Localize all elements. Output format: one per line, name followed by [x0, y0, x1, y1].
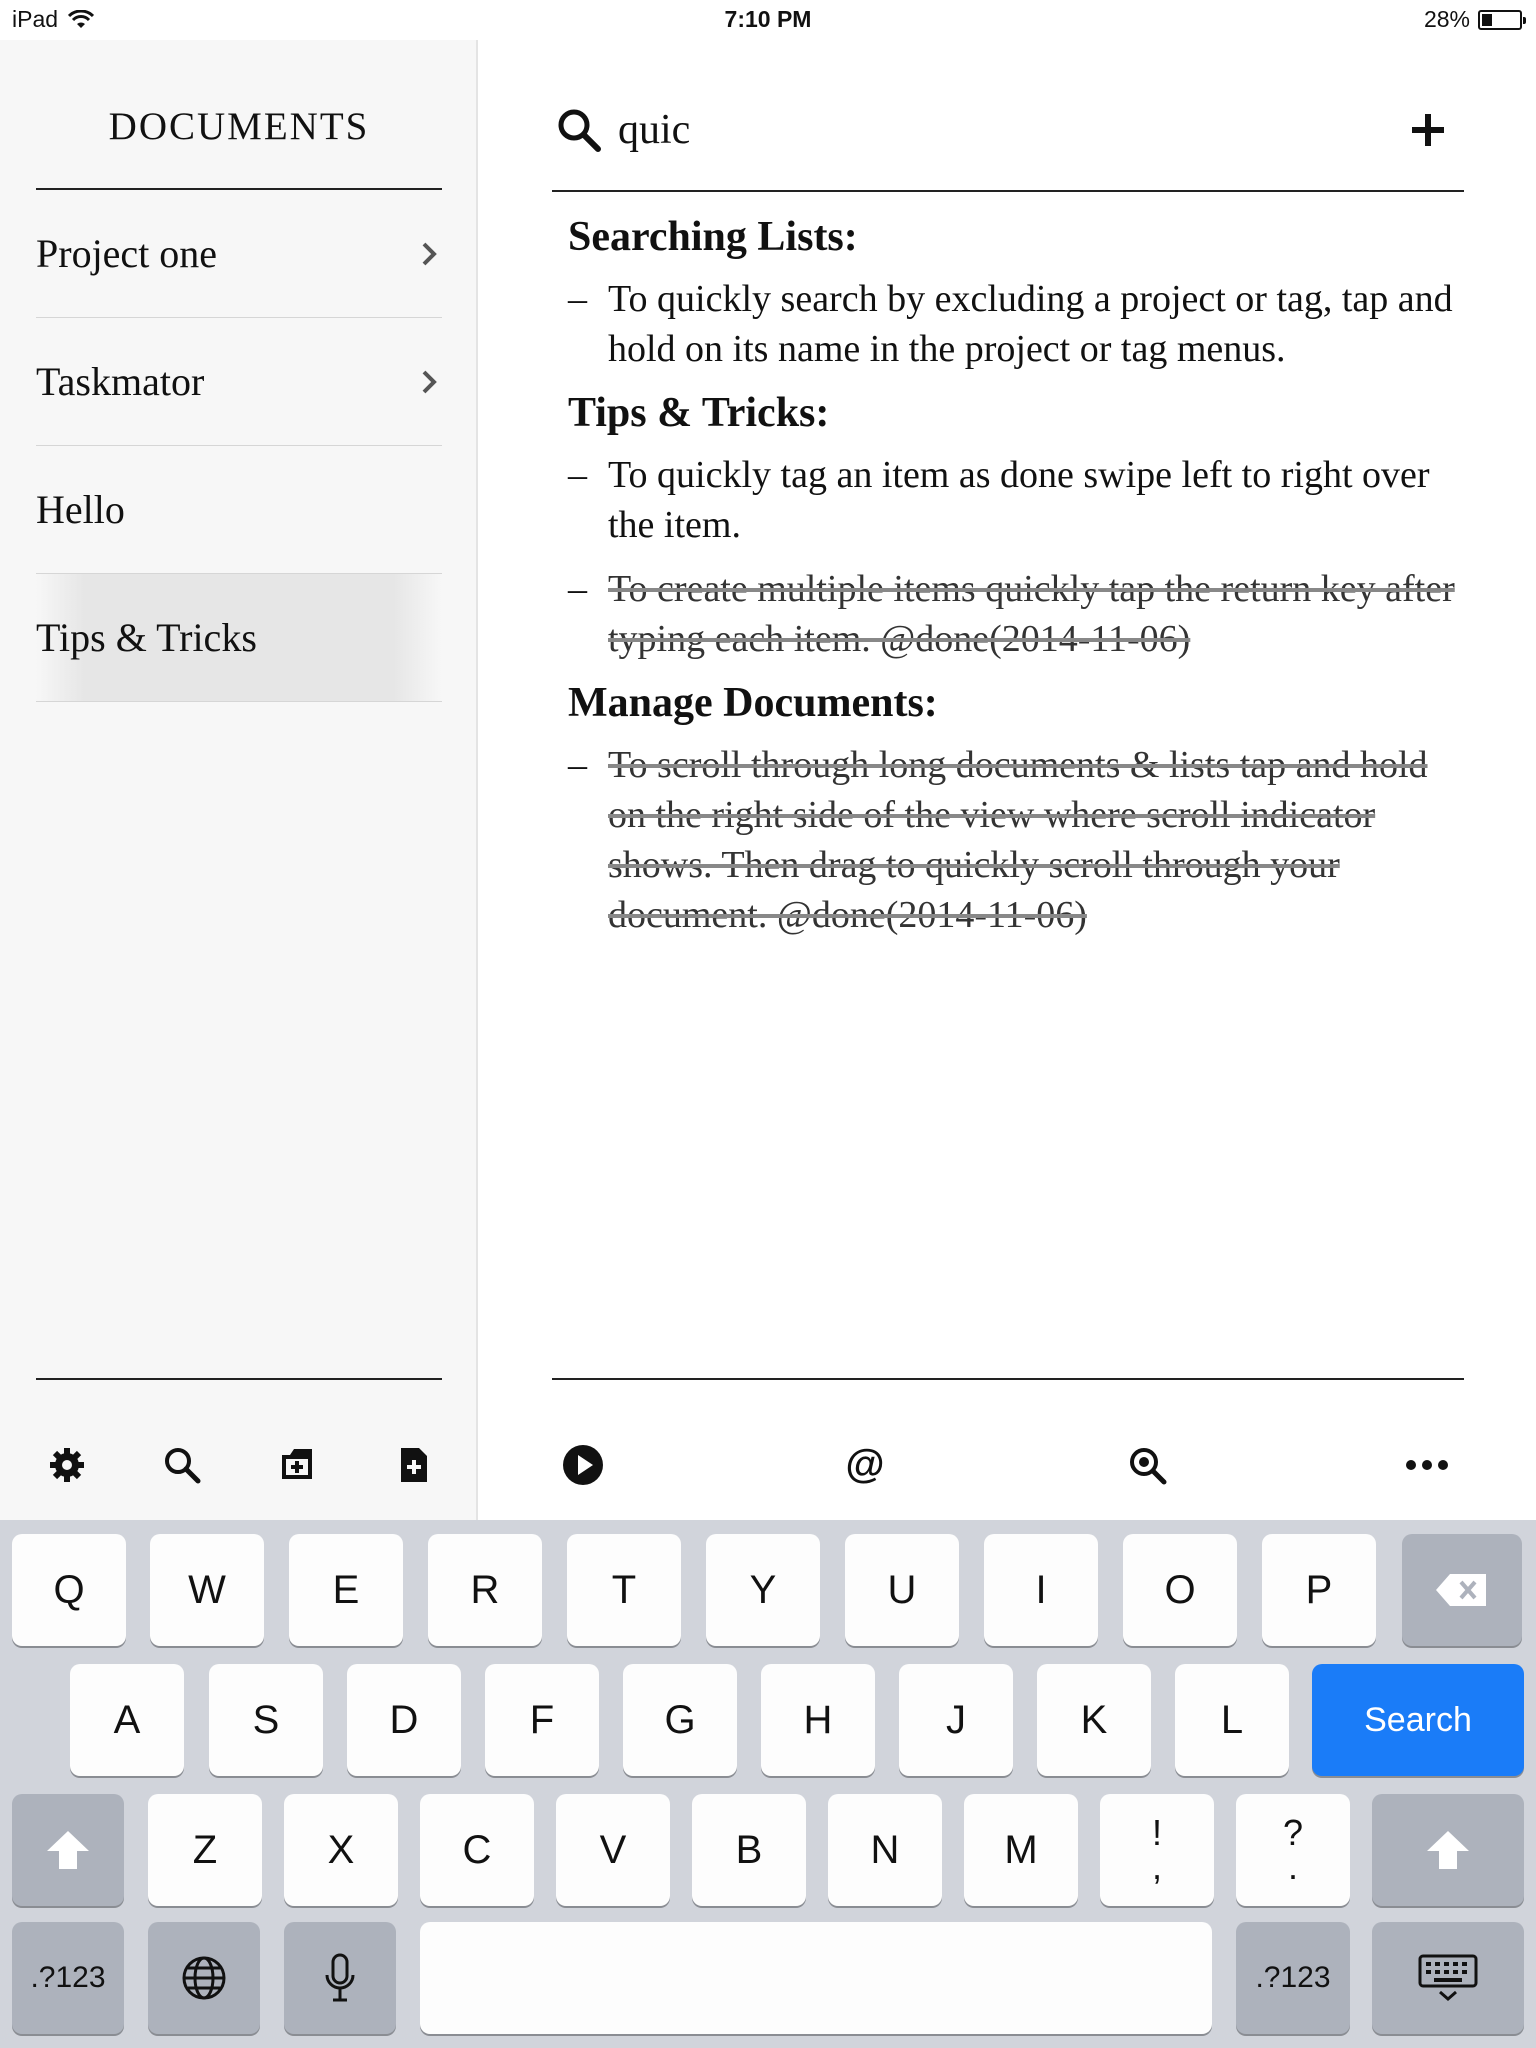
key-top-char: ?: [1282, 1812, 1304, 1853]
plus-icon[interactable]: [1406, 108, 1450, 152]
key-c[interactable]: C: [420, 1794, 534, 1906]
status-time: 7:10 PM: [724, 6, 812, 32]
key-top-char: !: [1151, 1812, 1162, 1853]
key-r[interactable]: R: [428, 1534, 542, 1646]
task-item[interactable]: [568, 450, 1468, 550]
microphone-icon: [323, 1953, 357, 2003]
battery-icon: [1478, 10, 1522, 30]
key-bottom-char: .: [1287, 1846, 1298, 1887]
device-name: iPad: [12, 6, 59, 32]
document-label: Project one: [36, 231, 218, 276]
hide-keyboard-key[interactable]: [1372, 1922, 1524, 2034]
key-w[interactable]: W: [150, 1534, 264, 1646]
key-e[interactable]: E: [289, 1534, 403, 1646]
keyboard-dismiss-icon: [1416, 1952, 1480, 2004]
search-input[interactable]: [618, 106, 1378, 154]
key-u[interactable]: U: [845, 1534, 959, 1646]
task-dash: –: [568, 278, 587, 320]
dictation-key[interactable]: [284, 1922, 396, 2034]
shift-key-right[interactable]: [1372, 1794, 1524, 1906]
gear-icon[interactable]: [44, 1442, 90, 1488]
document-item-tips-tricks[interactable]: [36, 574, 442, 702]
document-label: Taskmator: [36, 359, 205, 404]
search-icon[interactable]: [159, 1442, 205, 1488]
document-item-project-one[interactable]: [36, 190, 442, 318]
zoom-icon[interactable]: [1124, 1442, 1170, 1488]
editor-toolbar: [552, 1440, 1464, 1490]
key-g[interactable]: G: [623, 1664, 737, 1776]
document-label: Hello: [36, 487, 125, 532]
status-bar: [0, 0, 1536, 40]
globe-key[interactable]: [148, 1922, 260, 2034]
key-q[interactable]: Q: [12, 1534, 126, 1646]
key-d[interactable]: D: [347, 1664, 461, 1776]
space-key[interactable]: [420, 1922, 1212, 2034]
key-h[interactable]: H: [761, 1664, 875, 1776]
key-m[interactable]: M: [964, 1794, 1078, 1906]
document-item-taskmator[interactable]: [36, 318, 442, 446]
search-key[interactable]: Search: [1312, 1664, 1524, 1776]
more-icon[interactable]: [1404, 1442, 1450, 1488]
numbers-key-left[interactable]: .?123: [12, 1922, 124, 2034]
battery-level: [1482, 14, 1492, 26]
divider: [552, 190, 1464, 192]
svg-text:@: @: [845, 1443, 885, 1486]
key-i[interactable]: I: [984, 1534, 1098, 1646]
task-item-done[interactable]: [568, 564, 1468, 664]
chevron-right-icon: [416, 239, 442, 269]
divider: [36, 1378, 442, 1380]
key-f[interactable]: F: [485, 1664, 599, 1776]
task-dash: –: [568, 454, 587, 496]
on-screen-keyboard: [0, 1520, 1536, 2048]
document-editor: [480, 40, 1536, 1520]
task-text: To quickly tag an item as done swipe left to right over the item.: [608, 454, 1430, 546]
key-j[interactable]: J: [899, 1664, 1013, 1776]
at-icon[interactable]: [842, 1442, 888, 1488]
document-list: [36, 190, 442, 702]
section-tips-tricks: [568, 388, 1468, 664]
key-l[interactable]: L: [1175, 1664, 1289, 1776]
section-searching-lists: [568, 212, 1468, 374]
document-item-hello[interactable]: [36, 446, 442, 574]
sidebar-toolbar: [36, 1440, 442, 1490]
documents-sidebar: [0, 40, 478, 1520]
divider: [552, 1378, 1464, 1380]
task-text: To quickly search by excluding a project or tag, tap and hold on its name in the project or tag menus.: [608, 278, 1453, 370]
numbers-key-right[interactable]: .?123: [1236, 1922, 1350, 2034]
chevron-right-icon: [416, 367, 442, 397]
task-dash: –: [568, 568, 587, 610]
key-z[interactable]: Z: [148, 1794, 262, 1906]
document-label: Tips & Tricks: [36, 615, 257, 660]
key-exclamation-comma[interactable]: [1100, 1794, 1214, 1906]
shift-icon: [45, 1829, 91, 1871]
key-x[interactable]: X: [284, 1794, 398, 1906]
backspace-icon: [1434, 1570, 1490, 1610]
shift-icon: [1425, 1829, 1471, 1871]
key-y[interactable]: Y: [706, 1534, 820, 1646]
task-item-done[interactable]: [568, 740, 1468, 940]
section-heading: Searching Lists:: [568, 214, 858, 260]
search-icon: [554, 105, 604, 155]
task-item[interactable]: [568, 274, 1468, 374]
play-icon[interactable]: [560, 1442, 606, 1488]
key-bottom-char: ,: [1151, 1846, 1162, 1887]
task-text: To scroll through long documents & lists tap and hold on the right side of the view where scroll indicator shows. Then drag to quickly scroll through your document. @done(2014-11-06): [608, 744, 1428, 936]
key-v[interactable]: V: [556, 1794, 670, 1906]
key-question-period[interactable]: [1236, 1794, 1350, 1906]
globe-icon: [180, 1954, 228, 2002]
section-heading: Tips & Tricks:: [568, 390, 830, 436]
new-folder-icon[interactable]: [275, 1442, 321, 1488]
section-heading: Manage Documents:: [568, 680, 938, 726]
backspace-key[interactable]: [1402, 1534, 1522, 1646]
key-k[interactable]: K: [1037, 1664, 1151, 1776]
search-bar: [552, 90, 1464, 170]
key-b[interactable]: B: [692, 1794, 806, 1906]
key-o[interactable]: O: [1123, 1534, 1237, 1646]
key-n[interactable]: N: [828, 1794, 942, 1906]
key-t[interactable]: T: [567, 1534, 681, 1646]
key-s[interactable]: S: [209, 1664, 323, 1776]
shift-key-left[interactable]: [12, 1794, 124, 1906]
task-dash: –: [568, 744, 587, 786]
key-a[interactable]: A: [70, 1664, 184, 1776]
key-p[interactable]: P: [1262, 1534, 1376, 1646]
new-document-icon[interactable]: [390, 1442, 436, 1488]
battery-percent: 28%: [1423, 6, 1470, 32]
sidebar-title: DOCUMENTS: [108, 105, 370, 148]
task-text: To create multiple items quickly tap the return key after typing each item. @done(2014-11-06): [608, 568, 1455, 660]
document-content[interactable]: [568, 212, 1468, 954]
status-right: [1424, 6, 1522, 33]
section-manage-documents: [568, 678, 1468, 940]
